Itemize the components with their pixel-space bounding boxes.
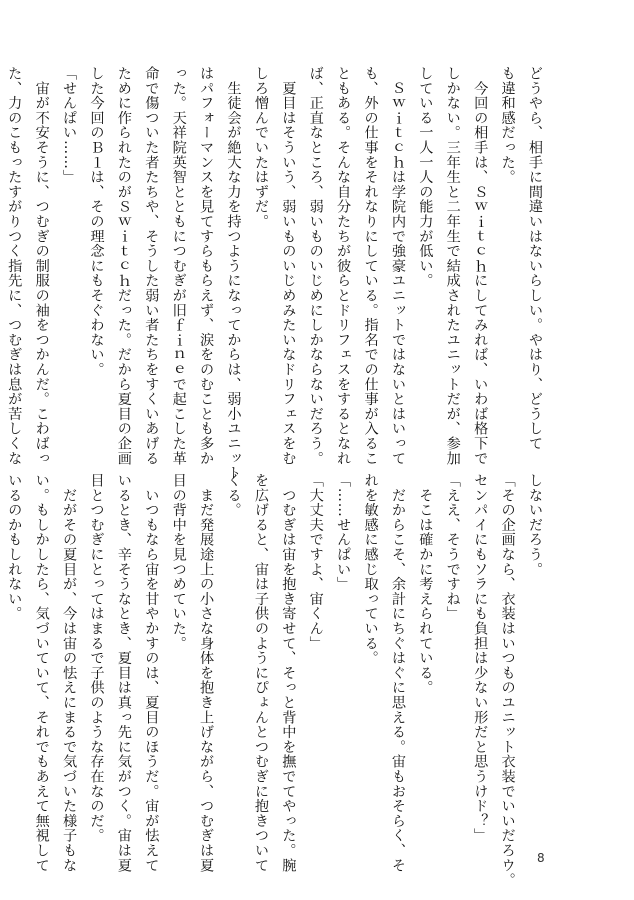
lower-text-line: つむぎは宙を抱き寄せて、そっと背中を撫でてやった。腕 xyxy=(280,473,297,873)
lower-text-block xyxy=(6,473,548,888)
upper-text-block xyxy=(6,66,548,481)
upper-text-line: 命で傷ついた者たちや、そうした弱い者たちをすくいあげる xyxy=(143,66,160,466)
lower-text-line: くる。 xyxy=(225,473,242,518)
lower-text-line: いるのかもしれない。 xyxy=(6,473,23,621)
lower-text-line: れを敏感に感じ取っている。 xyxy=(362,473,379,666)
lower-text-line: 「大丈夫ですよ、宙くん」 xyxy=(307,473,324,651)
upper-text-line: った。天祥院英智とともにつむぎが旧ｆｉｎｅで起こした革 xyxy=(170,66,187,466)
lower-text-line: 「その企画なら、衣装はいつものユニット衣装でいいだろウ。 xyxy=(499,473,516,888)
lower-text-line: まだ発展途上の小さな身体を抱き上げながら、つむぎは夏 xyxy=(198,473,215,873)
lower-text-line: だがその夏目が、今は宙の怯えにまるで気づいた様子もな xyxy=(61,473,78,873)
upper-text-line: た、力のこもったすがりつく指先に、つむぎは息が苦しくな xyxy=(6,66,23,466)
lower-text-line: しないだろう。 xyxy=(527,473,543,577)
upper-text-line: 夏目はそういう、弱いものいじめみたいなドリフェスをむ xyxy=(280,66,297,466)
upper-text-line: も、外の仕事をそれなりにしている。指名での仕事が入るこ xyxy=(362,66,379,466)
upper-text-line: 今回の相手は、Ｓｗｉｔｃｈにしてみれば、いわば格下で xyxy=(472,66,489,466)
upper-text-line: はパフォーマンスを見てすらもらえず、涙をのむことも多か xyxy=(198,66,215,466)
upper-text-line: どうやら、相手に間違いはないらしい。やはり、どうして xyxy=(527,66,543,451)
upper-text-line: も違和感だった。 xyxy=(499,66,516,185)
upper-text-line: ば、正直なところ、弱いものいじめにしかならないだろう。 xyxy=(307,66,324,466)
upper-text-line: している一人一人の能力が低い。 xyxy=(417,66,434,288)
lower-text-line: い。もしかしたら、気づいていて、それでもあえて無視して xyxy=(33,473,50,873)
upper-text-line: 生徒会が絶大な力を持つようになってからは、弱小ユニット xyxy=(225,66,242,481)
upper-text-line: 宙が不安そうに、つむぎの制服の袖をつかんだ。こわばっ xyxy=(33,66,50,466)
page-number: 8 xyxy=(537,851,545,865)
upper-text-line: ために作られたのがＳｗｉｔｃｈだった。だから夏目の企画 xyxy=(115,66,132,466)
lower-text-line: いつもなら宙を甘やかすのは、夏目のほうだ。宙が怯えて xyxy=(143,473,160,873)
upper-text-line: しかない。三年生と二年生で結成されたユニットだが、参加 xyxy=(444,66,461,466)
lower-text-line: そこは確かに考えられている。 xyxy=(417,473,434,695)
lower-text-line: 目の背中を見つめていた。 xyxy=(170,473,187,651)
upper-text-line: Ｓｗｉｔｃｈは学院内で強豪ユニットではないとはいって xyxy=(389,66,406,466)
lower-text-line: 「ええ、そうですね」 xyxy=(444,473,461,621)
lower-text-line: を広げると、宙は子供のようにぴょんとつむぎに抱きついて xyxy=(252,473,269,873)
upper-text-line: ともある。そんな自分たちが彼らとドリフェスをするとなれ xyxy=(335,66,352,466)
lower-text-line: いるとき、辛そうなとき、夏目は真っ先に気がつく。宙は夏 xyxy=(115,473,132,873)
lower-text-line: だからこそ、余計にちぐはぐに思える。宙もおそらく、そ xyxy=(389,473,406,873)
lower-text-line: センパイにもソラにも負担は少ない形だと思うけド？」 xyxy=(472,473,489,843)
lower-text-line: 「……せんぱい」 xyxy=(335,473,352,592)
upper-text-line: した今回のＢ１は、その理念にもそぐわない。 xyxy=(88,66,105,377)
upper-text-line: しろ憎んでいたはずだ。 xyxy=(252,66,269,229)
upper-text-line: 「せんぱい……」 xyxy=(61,66,78,185)
lower-text-line: 目とつむぎにとってはまるで子供のような存在なのだ。 xyxy=(88,473,105,843)
